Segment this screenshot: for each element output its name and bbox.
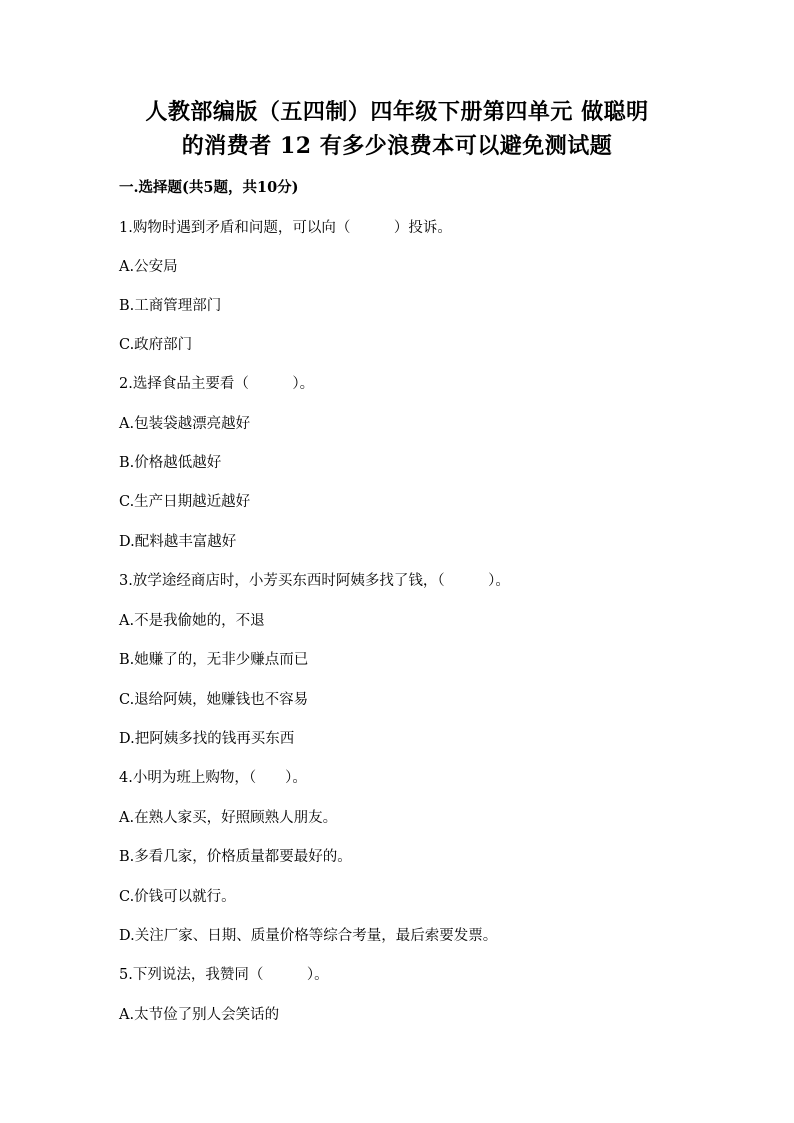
question-option: D.关注厂家、日期、质量价格等综合考量，最后索要发票。 bbox=[119, 928, 498, 944]
question-option: B.她赚了的，无非少赚点而已 bbox=[119, 652, 309, 668]
title-line-1: 人教部编版（五四制）四年级下册第四单元 做聪明 bbox=[145, 99, 649, 125]
question-option: A.不是我偷她的，不退 bbox=[119, 613, 265, 629]
question-stem: 2.选择食品主要看（ ）。 bbox=[119, 376, 315, 392]
title-line-2: 的消费者 12 有多少浪费本可以避免测试题 bbox=[181, 133, 613, 159]
question-option: A.在熟人家买，好照顾熟人朋友。 bbox=[119, 810, 338, 826]
question-option: D.把阿姨多找的钱再买东西 bbox=[119, 731, 295, 747]
page-title bbox=[100, 95, 694, 163]
question-option: A.太节俭了别人会笑话的 bbox=[119, 1007, 280, 1023]
question-option: B.工商管理部门 bbox=[119, 298, 222, 314]
question-option: C.政府部门 bbox=[119, 337, 193, 353]
question-option: B.价格越低越好 bbox=[119, 455, 222, 471]
question-stem: 5.下列说法，我赞同（ ）。 bbox=[119, 967, 329, 983]
section-heading: 一.选择题(共5题，共10分) bbox=[119, 179, 299, 196]
question-stem: 4.小明为班上购物，（ ）。 bbox=[119, 770, 307, 786]
question-option: A.包装袋越漂亮越好 bbox=[119, 416, 251, 432]
question-option: B.多看几家，价格质量都要最好的。 bbox=[119, 849, 352, 865]
question-option: D.配料越丰富越好 bbox=[119, 534, 237, 550]
question-stem: 3.放学途经商店时，小芳买东西时阿姨多找了钱，（ ）。 bbox=[119, 573, 510, 589]
question-option: C.生产日期越近越好 bbox=[119, 494, 251, 510]
question-option: C.价钱可以就行。 bbox=[119, 889, 236, 905]
question-option: C.退给阿姨，她赚钱也不容易 bbox=[119, 692, 309, 708]
question-option: A.公安局 bbox=[119, 259, 178, 275]
question-stem: 1.购物时遇到矛盾和问题，可以向（ ）投诉。 bbox=[119, 220, 452, 236]
